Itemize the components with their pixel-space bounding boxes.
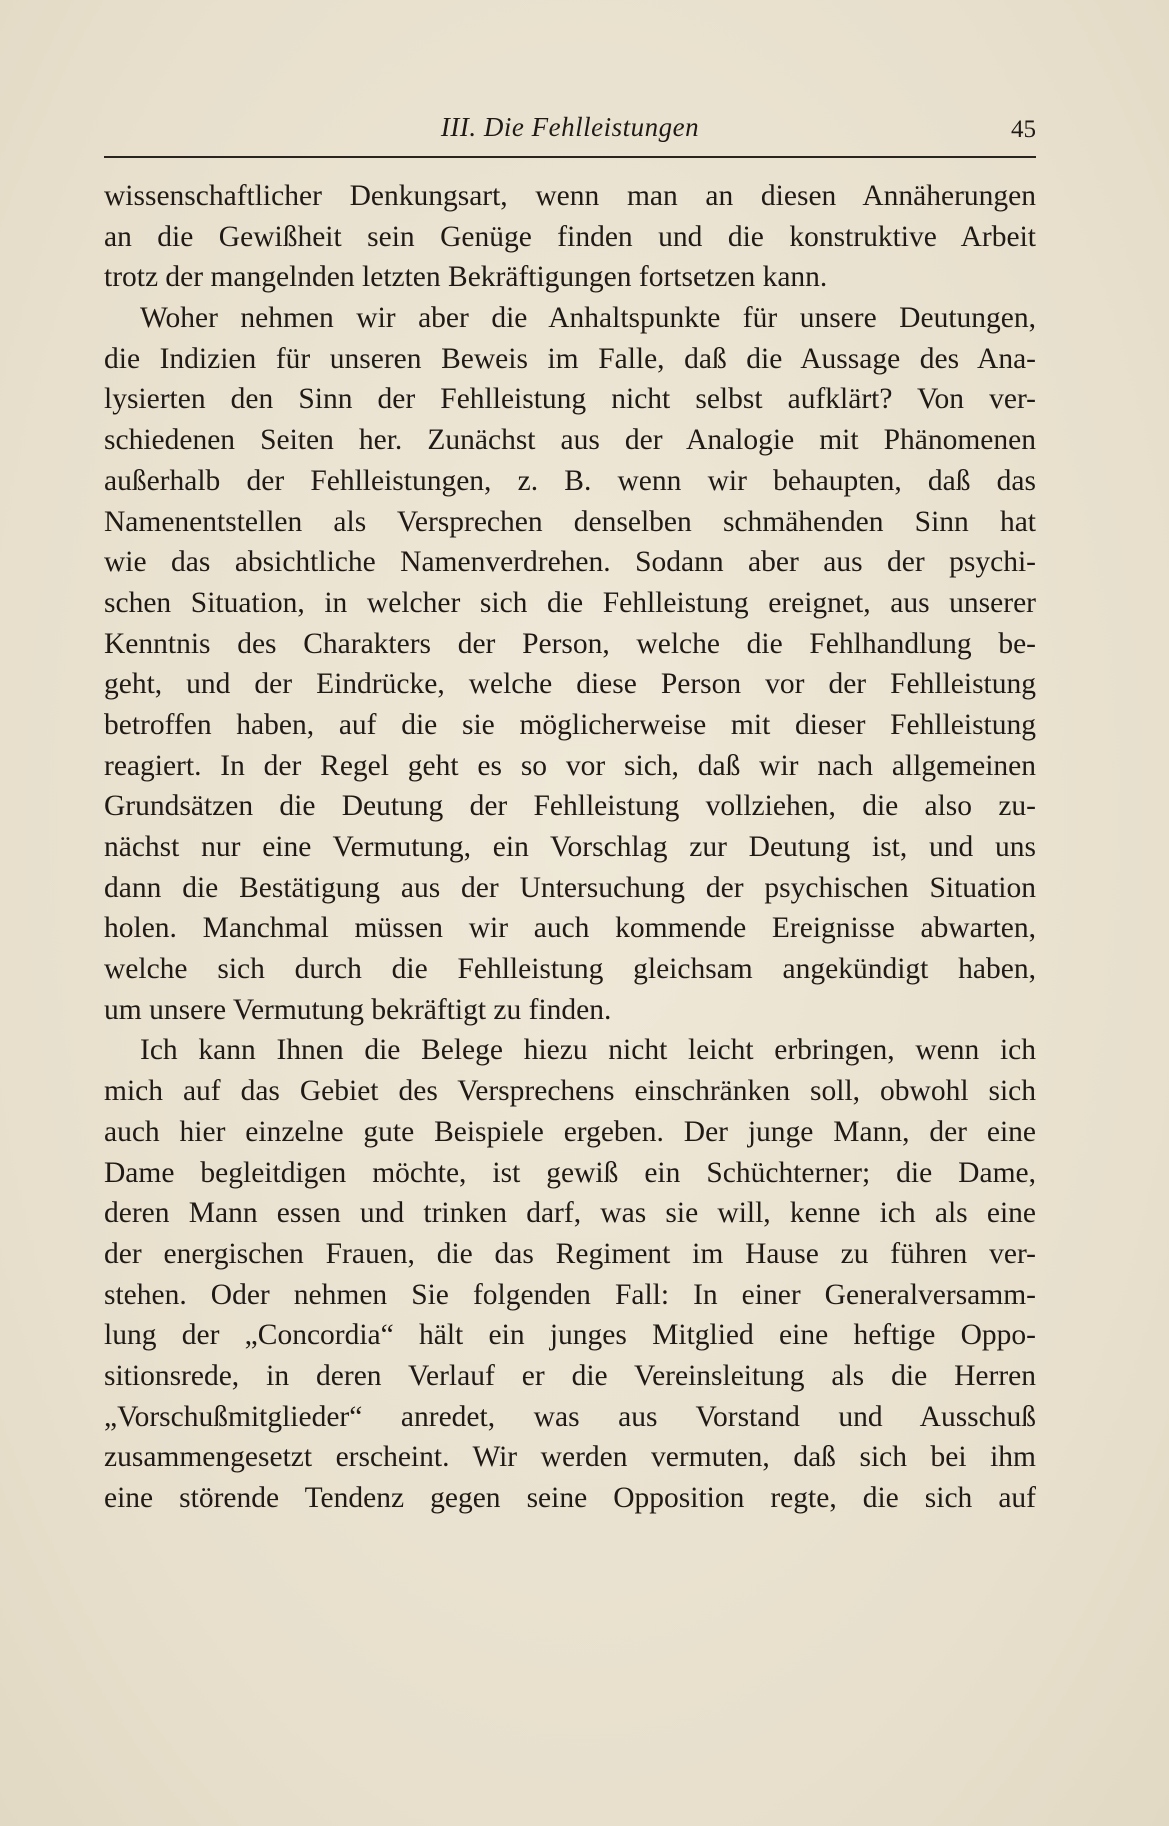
text-line: reagiert. In der Regel geht es so vor sich, daß wir nach allgemeinen [104, 749, 1036, 782]
text-line: dann die Bestätigung aus der Untersuchung der psychischen Situation [104, 871, 1036, 904]
text-line: Grundsätzen die Deutung der Fehlleistung vollziehen, die also zu- [104, 790, 1036, 823]
text-line: Woher nehmen wir aber die Anhaltspunkte für unsere Deutungen, [140, 302, 1036, 335]
text-line: Ich kann Ihnen die Belege hiezu nicht leicht erbringen, wenn ich [140, 1034, 1036, 1067]
page-number: 45 [1011, 116, 1036, 143]
text-line: „Vorschußmitglieder“ anredet, was aus Vorstand und Ausschuß [104, 1400, 1036, 1433]
text-line: trotz der mangelnden letzten Bekräftigungen fortsetzen kann. [104, 261, 828, 294]
body-text [104, 176, 1036, 1519]
text-line: holen. Manchmal müssen wir auch kommende Ereignisse abwarten, [104, 912, 1036, 945]
text-line: nächst nur eine Vermutung, ein Vorschlag zur Deutung ist, und uns [104, 831, 1036, 863]
text-line: welche sich durch die Fehlleistung gleichsam angekündigt haben, [104, 953, 1036, 986]
text-line: auch hier einzelne gute Beispiele ergeben. Der junge Mann, der eine [104, 1115, 1036, 1148]
text-line: Namenentstellen als Versprechen denselben schmähenden Sinn hat [104, 505, 1036, 538]
text-line: stehen. Oder nehmen Sie folgenden Fall: In einer Generalversamm- [104, 1278, 1036, 1311]
text-line: lysierten den Sinn der Fehlleistung nicht selbst aufklärt? Von ver- [104, 383, 1036, 416]
text-line: lung der „Concordia“ hält ein junges Mitglied eine heftige Oppo- [104, 1319, 1036, 1352]
text-line: wie das absichtliche Namenverdrehen. Sodann aber aus der psychi- [104, 546, 1036, 579]
text-line: Dame begleitdigen möchte, ist gewiß ein Schüchterner; die Dame, [104, 1156, 1036, 1189]
text-line: deren Mann essen und trinken darf, was sie will, kenne ich als eine [104, 1197, 1036, 1230]
text-line: Kenntnis des Charakters der Person, welche die Fehlhandlung be- [104, 627, 1036, 660]
text-line: schiedenen Seiten her. Zunächst aus der Analogie mit Phänomenen [104, 424, 1036, 457]
text-line: zusammengesetzt erscheint. Wir werden vermuten, daß sich bei ihm [104, 1441, 1036, 1474]
text-line: sitionsrede, in deren Verlauf er die Vereinsleitung als die Herren [104, 1359, 1036, 1392]
text-line: mich auf das Gebiet des Versprechens einschränken soll, obwohl sich [104, 1075, 1036, 1108]
text-line: die Indizien für unseren Beweis im Falle, daß die Aussage des Ana- [104, 342, 1036, 375]
text-line: geht, und der Eindrücke, welche diese Person vor der Fehlleistung [104, 668, 1036, 701]
running-header [104, 112, 1036, 158]
chapter-title: III. Die Fehlleistungen [440, 112, 700, 142]
text-line: betroffen haben, auf die sie möglicherweise mit dieser Fehlleistung [104, 708, 1036, 741]
text-line: eine störende Tendenz gegen seine Opposition regte, die sich auf [104, 1482, 1036, 1514]
text-line: um unsere Vermutung bekräftigt zu finden. [104, 993, 612, 1026]
text-line: der energischen Frauen, die das Regiment im Hause zu führen ver- [104, 1237, 1036, 1270]
text-line: an die Gewißheit sein Genüge finden und die konstruktive Arbeit [104, 220, 1036, 253]
text-line: schen Situation, in welcher sich die Fehlleistung ereignet, aus unserer [104, 586, 1036, 619]
text-line: außerhalb der Fehlleistungen, z. B. wenn wir behaupten, daß das [104, 464, 1036, 497]
text-line: wissenschaftlicher Denkungsart, wenn man an diesen Annäherungen [104, 180, 1036, 212]
